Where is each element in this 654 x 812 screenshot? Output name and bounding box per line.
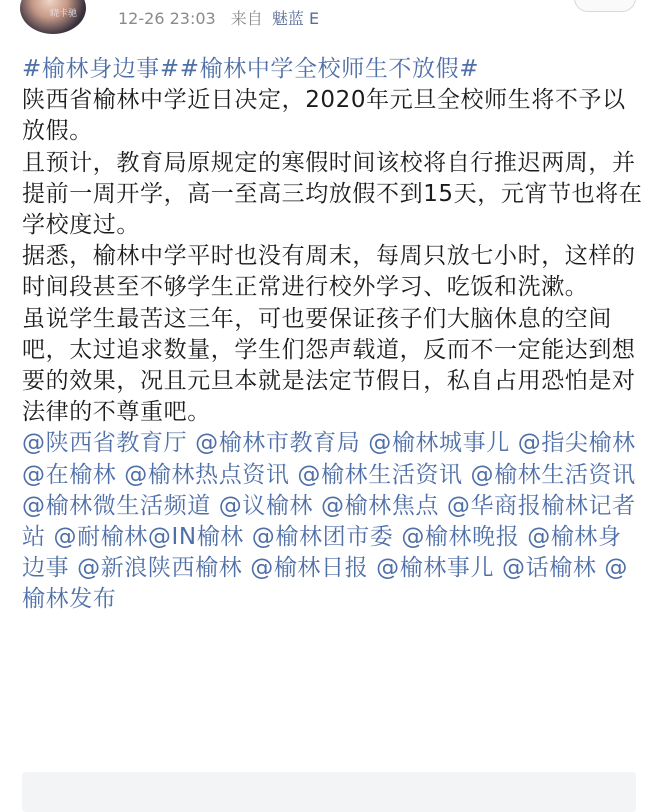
post-paragraph-1: 陕西省榆林中学近日决定，2020年元旦全校师生将不予以放假。 bbox=[22, 87, 626, 145]
post-header bbox=[0, 0, 654, 40]
post-body bbox=[22, 54, 644, 616]
mention-links[interactable]: @陕西省教育厅 @榆林市教育局 @榆林城事儿 @指尖榆林 @在榆林 @榆林热点资讯 @榆林生活资讯 @榆林生活资讯 @榆林微生活频道 @议榆林 @榆林焦点 @华商报榆林记者站 @耐榆林@IN榆林 @榆林团市委 @榆林晚报 @榆林身边事 @新浪陕西榆林 @榆林日报 @榆林事儿 @话榆林 @榆林发布 bbox=[22, 430, 636, 613]
avatar[interactable] bbox=[20, 0, 86, 34]
repost-preview-card[interactable] bbox=[22, 772, 636, 812]
from-label: 来自 bbox=[230, 9, 263, 28]
post-paragraph-4: 虽说学生最苦这三年，可也要保证孩子们大脑休息的空间吧，太过追求数量，学生们怨声载道，反而不一定能达到想要的效果，况且元旦本就是法定节假日，私自占用恐怕是对法律的不尊重吧。 bbox=[22, 305, 636, 426]
avatar-caption: 晓卡驰 bbox=[50, 9, 78, 19]
post-paragraph-3: 据悉，榆林中学平时也没有周末，每周只放七小时，这样的时间段甚至不够学生正常进行校外学习、吃饭和洗漱。 bbox=[22, 243, 636, 301]
follow-button[interactable] bbox=[574, 0, 636, 12]
source-device[interactable]: 魅蓝 E bbox=[271, 9, 320, 28]
post-meta bbox=[118, 6, 319, 29]
hashtag-links[interactable]: #榆林身边事##榆林中学全校师生不放假# bbox=[22, 56, 480, 82]
post-time: 12-26 23:03 bbox=[118, 9, 216, 28]
post-paragraph-2: 且预计，教育局原规定的寒假时间该校将自行推迟两周，并提前一周开学，高一至高三均放假不到15天，元宵节也将在学校度过。 bbox=[22, 149, 643, 239]
